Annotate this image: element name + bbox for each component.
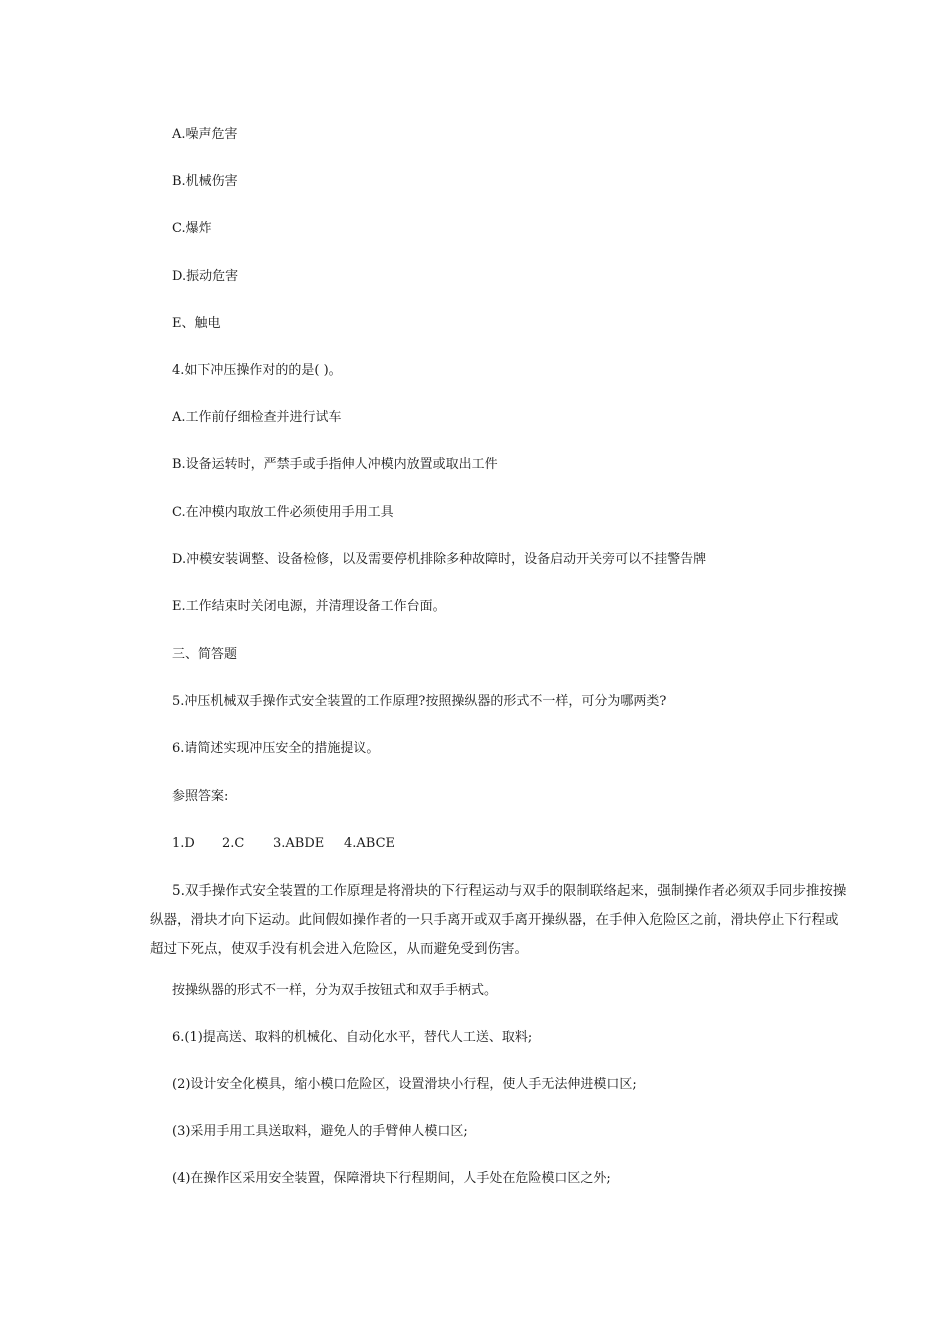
- q4-option-c: C.在冲模内取放工件必须使用手用工具: [172, 505, 394, 520]
- answer-6-item-2: (2)设计安全化模具，缩小模口危险区，设置滑块小行程，使人手无法伸进模口区;: [172, 1077, 637, 1092]
- q4-option-d: D.冲模安装调整、设备检修，以及需要停机排除多种故障时，设备启动开关旁可以不挂警告牌: [172, 552, 707, 567]
- q4-stem: 4.如下冲压操作对的的是( )。: [172, 363, 342, 378]
- answer-key: [172, 834, 395, 854]
- q3-option-c: C.爆炸: [172, 221, 212, 236]
- answer-3: 3.ABDE: [273, 836, 325, 851]
- q3-option-e: E、触电: [172, 316, 221, 331]
- answer-5-types: 按操纵器的形式不一样，分为双手按钮式和双手手柄式。: [172, 983, 498, 998]
- answer-4: 4.ABCE: [344, 836, 396, 851]
- answer-6-item-1: 6.(1)提高送、取料的机械化、自动化水平，替代人工送、取料;: [172, 1030, 533, 1045]
- q4-option-a: A.工作前仔细检查并进行试车: [172, 410, 342, 425]
- answer-2: 2.C: [222, 836, 245, 851]
- q4-option-e: E.工作结束时关闭电源，并清理设备工作台面。: [172, 599, 446, 614]
- q3-option-d: D.振动危害: [172, 269, 239, 284]
- question-6: 6.请简述实现冲压安全的措施提议。: [172, 741, 380, 756]
- section-title-short-answer: 三、简答题: [172, 647, 238, 662]
- reference-answers-title: 参照答案:: [172, 789, 229, 804]
- question-5: 5.冲压机械双手操作式安全装置的工作原理?按照操纵器的形式不一样，可分为哪两类?: [172, 694, 667, 709]
- answer-6-item-4: (4)在操作区采用安全装置，保障滑块下行程期间，人手处在危险模口区之外;: [172, 1171, 611, 1186]
- answer-5-paragraph: 5.双手操作式安全装置的工作原理是将滑块的下行程运动与双手的限制联络起来，强制操作者必须双手同步推按操纵器，滑块才向下运动。此间假如操作者的一只手离开或双手离开操纵器，在手伸入危险区之前，滑块停止下行程或超过下死点，使双手没有机会进入危险区，从而避免受到伤害。: [150, 883, 847, 957]
- answer-1: 1.D: [172, 836, 195, 851]
- answer-6-item-3: (3)采用手用工具送取料，避免人的手臂伸人模口区;: [172, 1124, 468, 1139]
- q4-option-b: B.设备运转时，严禁手或手指伸人冲模内放置或取出工件: [172, 457, 498, 472]
- q3-option-b: B.机械伤害: [172, 174, 238, 189]
- q3-option-a: A.噪声危害: [172, 127, 238, 142]
